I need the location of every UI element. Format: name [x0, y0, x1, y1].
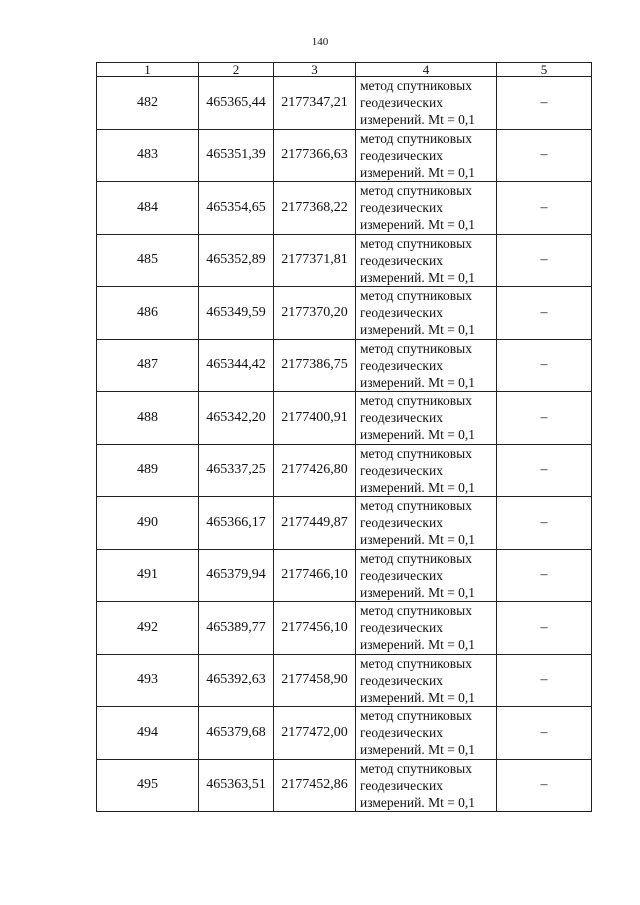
method-cell	[356, 77, 497, 130]
x-coordinate-cell: 465365,44	[199, 77, 274, 130]
x-coordinate-cell: 465349,59	[199, 287, 274, 340]
x-coordinate-cell: 465392,63	[199, 654, 274, 707]
method-text-line: геодезических	[360, 357, 443, 373]
y-coordinate-cell: 2177347,21	[274, 77, 356, 130]
note-cell: –	[497, 444, 592, 497]
method-cell	[356, 182, 497, 235]
method-cell	[356, 339, 497, 392]
note-cell: –	[497, 602, 592, 655]
table-row	[97, 549, 592, 602]
x-coordinate-cell: 465379,68	[199, 707, 274, 760]
method-cell	[356, 602, 497, 655]
point-number-cell: 482	[97, 77, 199, 130]
method-cell	[356, 549, 497, 602]
method-text-line: метод спутниковых	[360, 235, 472, 251]
y-coordinate-cell: 2177449,87	[274, 497, 356, 550]
method-text-line: геодезических	[360, 200, 443, 216]
method-text-line: геодезических	[360, 147, 443, 163]
method-text-line: метод спутниковых	[360, 130, 472, 146]
point-number-cell: 493	[97, 654, 199, 707]
note-cell: –	[497, 654, 592, 707]
note-cell: –	[497, 339, 592, 392]
method-cell	[356, 759, 497, 812]
method-text-line: метод спутниковых	[360, 445, 472, 461]
page-number: 140	[311, 36, 329, 48]
table-row	[97, 339, 592, 392]
x-coordinate-cell: 465363,51	[199, 759, 274, 812]
header-row	[97, 63, 592, 77]
method-cell	[356, 129, 497, 182]
x-coordinate-cell: 465366,17	[199, 497, 274, 550]
table-row	[97, 234, 592, 287]
point-number-cell: 490	[97, 497, 199, 550]
note-cell: –	[497, 759, 592, 812]
y-coordinate-cell: 2177400,91	[274, 392, 356, 445]
note-cell: –	[497, 77, 592, 130]
method-cell	[356, 497, 497, 550]
y-coordinate-cell: 2177458,90	[274, 654, 356, 707]
y-coordinate-cell: 2177370,20	[274, 287, 356, 340]
method-text-line: геодезических	[360, 515, 443, 531]
x-coordinate-cell: 465342,20	[199, 392, 274, 445]
point-number-cell: 488	[97, 392, 199, 445]
method-text-line: геодезических	[360, 462, 443, 478]
y-coordinate-cell: 2177426,80	[274, 444, 356, 497]
method-text-line: измерений. Mt = 0,1	[360, 322, 476, 338]
table-row	[97, 77, 592, 130]
method-text-line: измерений. Mt = 0,1	[360, 164, 476, 180]
table-body	[97, 77, 592, 812]
point-number-cell: 494	[97, 707, 199, 760]
note-cell: –	[497, 549, 592, 602]
method-text-line: геодезических	[360, 567, 443, 583]
point-number-cell: 495	[97, 759, 199, 812]
x-coordinate-cell: 465352,89	[199, 234, 274, 287]
y-coordinate-cell: 2177366,63	[274, 129, 356, 182]
method-text-line: измерений. Mt = 0,1	[360, 427, 476, 443]
method-text-line: метод спутниковых	[360, 603, 472, 619]
y-coordinate-cell: 2177452,86	[274, 759, 356, 812]
method-text-line: измерений. Mt = 0,1	[360, 374, 476, 390]
x-coordinate-cell: 465351,39	[199, 129, 274, 182]
method-text-line: геодезических	[360, 305, 443, 321]
note-cell: –	[497, 707, 592, 760]
method-text-line: геодезических	[360, 620, 443, 636]
method-cell	[356, 392, 497, 445]
method-cell	[356, 234, 497, 287]
note-cell: –	[497, 287, 592, 340]
column-header-2: 2	[199, 63, 274, 77]
point-number-cell: 486	[97, 287, 199, 340]
note-cell: –	[497, 392, 592, 445]
table-row	[97, 759, 592, 812]
x-coordinate-cell: 465354,65	[199, 182, 274, 235]
method-text-line: измерений. Mt = 0,1	[360, 269, 476, 285]
method-text-line: геодезических	[360, 410, 443, 426]
method-text-line: геодезических	[360, 777, 443, 793]
point-number-cell: 484	[97, 182, 199, 235]
table-row	[97, 444, 592, 497]
note-cell: –	[497, 129, 592, 182]
column-header-4: 4	[356, 63, 497, 77]
table-row	[97, 654, 592, 707]
note-cell: –	[497, 182, 592, 235]
method-text-line: метод спутниковых	[360, 288, 472, 304]
point-number-cell: 492	[97, 602, 199, 655]
coordinates-table	[96, 62, 592, 812]
table-row	[97, 392, 592, 445]
y-coordinate-cell: 2177386,75	[274, 339, 356, 392]
x-coordinate-cell: 465389,77	[199, 602, 274, 655]
method-cell	[356, 444, 497, 497]
method-text-line: измерений. Mt = 0,1	[360, 532, 476, 548]
point-number-cell: 487	[97, 339, 199, 392]
method-text-line: метод спутниковых	[360, 655, 472, 671]
table-row	[97, 497, 592, 550]
method-text-line: геодезических	[360, 95, 443, 111]
method-text-line: измерений. Mt = 0,1	[360, 217, 476, 233]
method-cell	[356, 707, 497, 760]
y-coordinate-cell: 2177368,22	[274, 182, 356, 235]
x-coordinate-cell: 465344,42	[199, 339, 274, 392]
column-header-1: 1	[97, 63, 199, 77]
method-text-line: метод спутниковых	[360, 78, 472, 94]
column-header-3: 3	[274, 63, 356, 77]
y-coordinate-cell: 2177466,10	[274, 549, 356, 602]
method-text-line: метод спутниковых	[360, 708, 472, 724]
method-text-line: измерений. Mt = 0,1	[360, 689, 476, 705]
table-header	[97, 63, 592, 77]
note-cell: –	[497, 497, 592, 550]
method-text-line: измерений. Mt = 0,1	[360, 584, 476, 600]
method-text-line: геодезических	[360, 252, 443, 268]
method-text-line: измерений. Mt = 0,1	[360, 794, 476, 810]
method-text-line: измерений. Mt = 0,1	[360, 112, 476, 128]
point-number-cell: 483	[97, 129, 199, 182]
y-coordinate-cell: 2177456,10	[274, 602, 356, 655]
note-cell: –	[497, 234, 592, 287]
method-text-line: геодезических	[360, 725, 443, 741]
table-row	[97, 707, 592, 760]
method-text-line: геодезических	[360, 672, 443, 688]
method-text-line: метод спутниковых	[360, 183, 472, 199]
point-number-cell: 491	[97, 549, 199, 602]
table-row	[97, 602, 592, 655]
y-coordinate-cell: 2177371,81	[274, 234, 356, 287]
column-header-5: 5	[497, 63, 592, 77]
method-text-line: измерений. Mt = 0,1	[360, 637, 476, 653]
point-number-cell: 485	[97, 234, 199, 287]
x-coordinate-cell: 465379,94	[199, 549, 274, 602]
method-text-line: измерений. Mt = 0,1	[360, 479, 476, 495]
x-coordinate-cell: 465337,25	[199, 444, 274, 497]
table-row	[97, 287, 592, 340]
method-text-line: метод спутниковых	[360, 760, 472, 776]
method-cell	[356, 287, 497, 340]
method-cell	[356, 654, 497, 707]
method-text-line: метод спутниковых	[360, 393, 472, 409]
y-coordinate-cell: 2177472,00	[274, 707, 356, 760]
method-text-line: измерений. Mt = 0,1	[360, 742, 476, 758]
method-text-line: метод спутниковых	[360, 340, 472, 356]
table-row	[97, 182, 592, 235]
point-number-cell: 489	[97, 444, 199, 497]
table-row	[97, 129, 592, 182]
method-text-line: метод спутниковых	[360, 550, 472, 566]
method-text-line: метод спутниковых	[360, 498, 472, 514]
